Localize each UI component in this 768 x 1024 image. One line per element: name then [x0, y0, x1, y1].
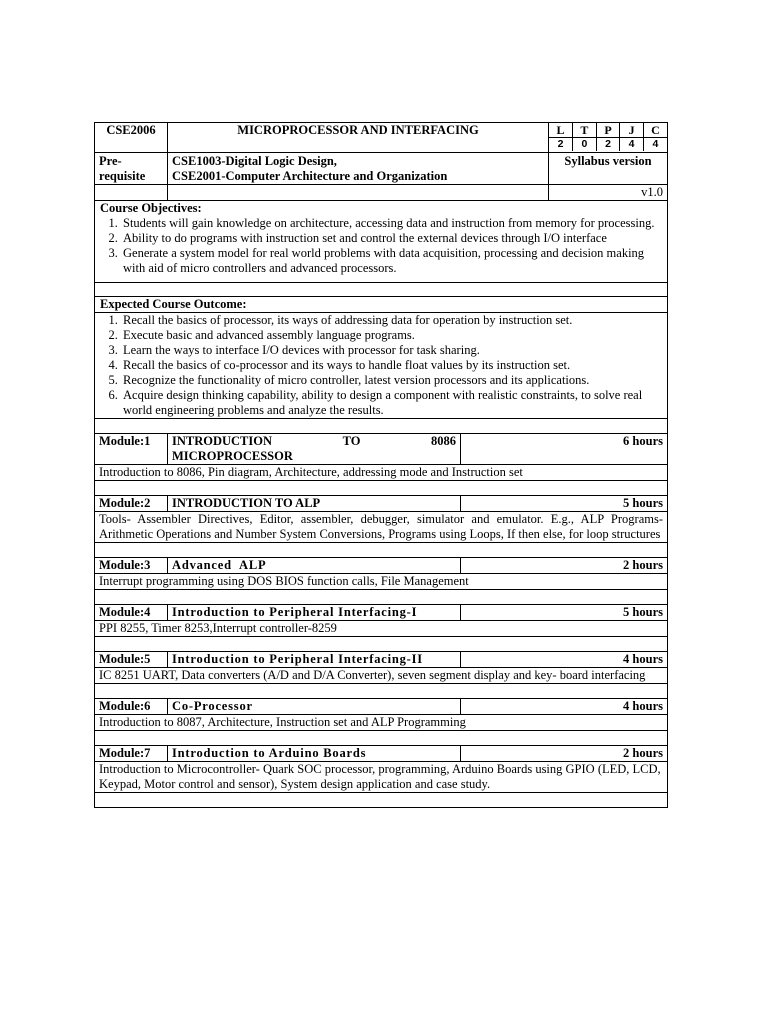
outcome-item: 6. Acquire design thinking capability, ability to design a component with realistic constraints, to solve real world engineering problems and analyze the results.	[121, 388, 663, 418]
module-title: Introduction to Peripheral Interfacing-I	[168, 605, 461, 621]
ltpjc-value-t: 0	[573, 138, 597, 152]
module-label: Module:1	[95, 434, 168, 465]
module-content: Tools- Assembler Directives, Editor, assembler, debugger, simulator and emulator. E.g., ALP Programs-Arithmetic Operations and Number System Conversions, Programs using Loops, If then else, for loop structures	[95, 512, 668, 543]
prereq-line-1: CSE1003-Digital Logic Design,	[172, 154, 337, 168]
ltpjc-value-c: 4	[643, 138, 667, 152]
course-code: CSE2006	[95, 123, 168, 153]
syllabus-table	[94, 122, 668, 808]
module-label: Module:4	[95, 605, 168, 621]
ltpjc-value-l: 2	[549, 138, 573, 152]
outcome-item: 5. Recognize the functionality of micro controller, latest version processors and its applications.	[121, 373, 663, 388]
module-title: Co-Processor	[168, 699, 461, 715]
module-title: Introduction to Arduino Boards	[168, 746, 461, 762]
ltpjc-value-j: 4	[620, 138, 644, 152]
prereq-label: Pre-requisite	[95, 153, 168, 185]
module-content: Introduction to Microcontroller- Quark SOC processor, programming, Arduino Boards using GPIO (LED, LCD, Keypad, Motor control and sensor), System design application and case study.	[95, 762, 668, 793]
module-hours: 2 hours	[461, 746, 668, 762]
ltpjc-grid	[549, 123, 668, 153]
objectives-section	[95, 201, 668, 283]
module-title-part: INTRODUCTION	[172, 434, 273, 448]
prereq-value	[168, 153, 549, 185]
module-hours: 4 hours	[461, 652, 668, 668]
module-label: Module:2	[95, 496, 168, 512]
module-title-part: MICROPROCESSOR	[172, 449, 293, 463]
outcomes-body	[95, 313, 668, 419]
module-hours: 6 hours	[461, 434, 668, 465]
module-content: PPI 8255, Timer 8253,Interrupt controller-8259	[95, 621, 668, 637]
objectives-list	[84, 216, 663, 276]
syllabus-version: v1.0	[549, 185, 668, 201]
module-label: Module:6	[95, 699, 168, 715]
objective-item: 1. Students will gain knowledge on architecture, accessing data and instruction from memory for processing.	[121, 216, 663, 231]
outcome-item: 2. Execute basic and advanced assembly language programs.	[121, 328, 663, 343]
module-title: Advanced ALP	[168, 558, 461, 574]
outcome-item: 1. Recall the basics of processor, its ways of addressing data for operation by instruction set.	[121, 313, 663, 328]
outcomes-heading: Expected Course Outcome:	[100, 297, 247, 311]
ltpjc-label-l: L	[556, 123, 565, 137]
outcome-item: 3. Learn the ways to interface I/O devices with processor for task sharing.	[121, 343, 663, 358]
module-hours: 5 hours	[461, 496, 668, 512]
outcomes-section	[95, 297, 668, 313]
module-title	[168, 434, 461, 465]
ltpjc-label-c: C	[643, 123, 667, 138]
ltpjc-label-j: J	[620, 123, 644, 138]
outcomes-list	[84, 313, 663, 418]
module-hours: 5 hours	[461, 605, 668, 621]
outcome-item: 4. Recall the basics of co-processor and its ways to handle float values by its instruction set.	[121, 358, 663, 373]
ltpjc-label-p: P	[596, 123, 620, 138]
ltpjc-value-p: 2	[596, 138, 620, 152]
objective-item: 3. Generate a system model for real world problems with data acquisition, processing and decision making with aid of micro controllers and advanced processors.	[121, 246, 663, 276]
module-content: Interrupt programming using DOS BIOS function calls, File Management	[95, 574, 668, 590]
module-label: Module:5	[95, 652, 168, 668]
ltpjc-label-t: T	[573, 123, 597, 138]
syllabus-document	[94, 122, 667, 808]
module-title: Introduction to Peripheral Interfacing-II	[168, 652, 461, 668]
module-content: Introduction to 8087, Architecture, Instruction set and ALP Programming	[95, 715, 668, 731]
module-title-part: TO	[342, 434, 361, 448]
syllabus-version-label: Syllabus version	[549, 153, 668, 185]
module-title-part: 8086	[430, 434, 456, 448]
module-content: Introduction to 8086, Pin diagram, Architecture, addressing mode and Instruction set	[95, 465, 668, 481]
prereq-line-2: CSE2001-Computer Architecture and Organization	[172, 169, 448, 183]
module-label: Module:3	[95, 558, 168, 574]
module-hours: 2 hours	[461, 558, 668, 574]
module-label: Module:7	[95, 746, 168, 762]
course-title: MICROPROCESSOR AND INTERFACING	[168, 123, 549, 153]
module-content: IC 8251 UART, Data converters (A/D and D/A Converter), seven segment display and key- board interfacing	[95, 668, 668, 684]
objectives-heading: Course Objectives:	[100, 201, 202, 215]
module-hours: 4 hours	[461, 699, 668, 715]
objective-item: 2. Ability to do programs with instruction set and control the external devices through I/O interface	[121, 231, 663, 246]
module-title: INTRODUCTION TO ALP	[168, 496, 461, 512]
